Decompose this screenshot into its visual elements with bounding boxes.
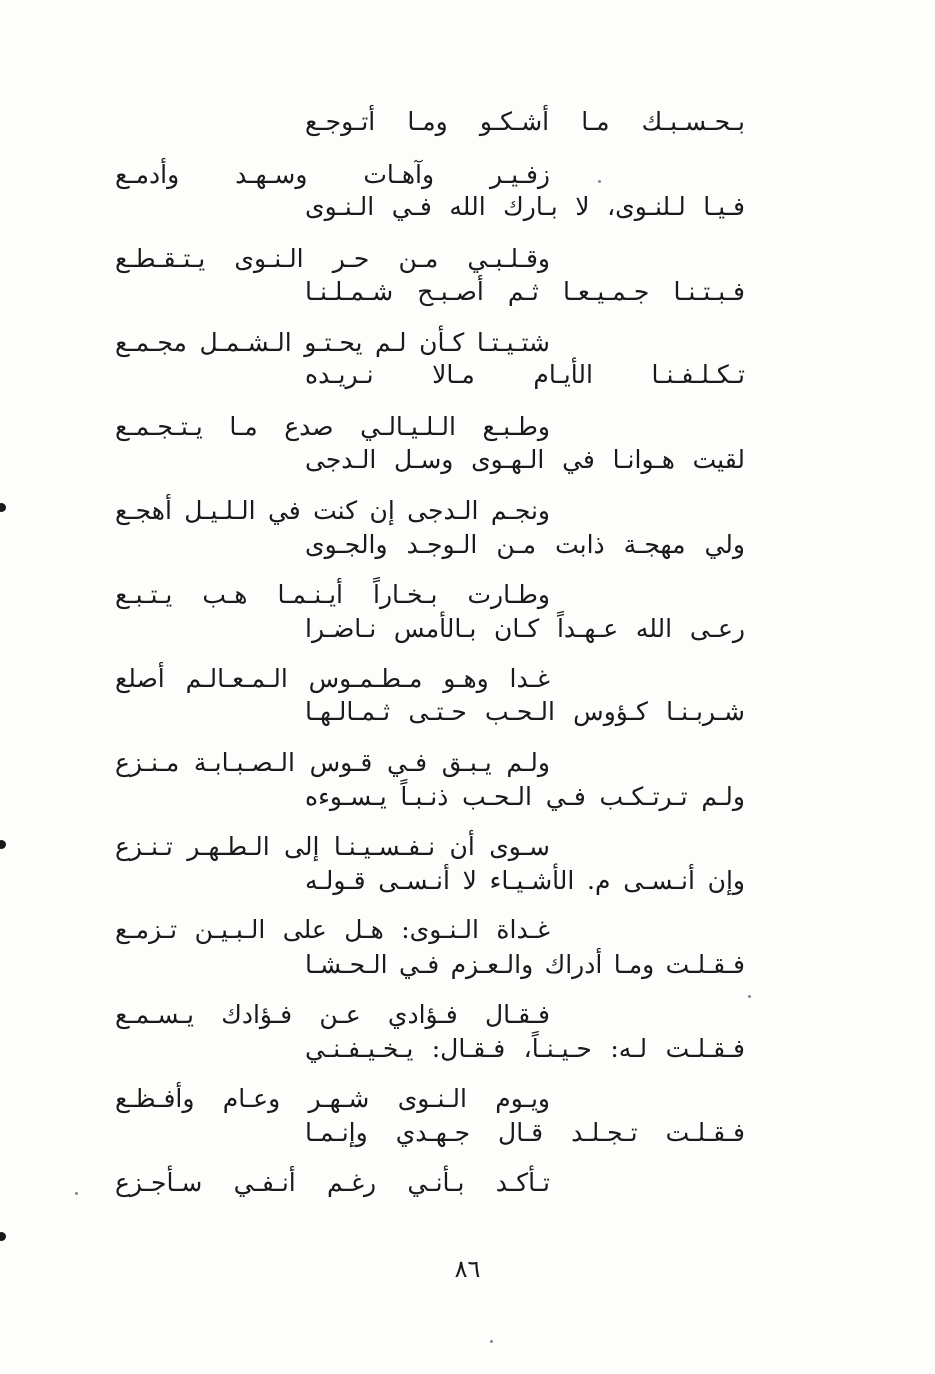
poem-line-6-second-hemistich: وطـارت بـخـاراً أيـنـمـا هـب يـتـبـع xyxy=(115,580,550,609)
poem-line-10-second-hemistich: غـداة الـنـوى: هـل على الـبـيـن تـزمـع xyxy=(115,915,550,944)
poem-line-4-second-hemistich: وطـبـع الـلـيـالـي صدع مـا يـتـجـمـع xyxy=(115,412,550,441)
scan-speck xyxy=(75,1192,78,1195)
poem-line-13-second-hemistich: تـأكـد بـأنـي رغـم أنـفـي سـأجـزع xyxy=(115,1168,550,1197)
poem-line-3-second-hemistich: شتـيـتـا كـأن لـم يحـتـو الـشـمـل مجـمـع xyxy=(115,328,550,357)
poem-line-10-first-hemistich: وإن أنـسـى م. الأشـيـاء لا أنـسـى قـولـه xyxy=(305,866,745,895)
poem-line-11-second-hemistich: فـقـال فـؤادي عـن فـؤادك يـسـمـع xyxy=(115,1000,550,1029)
poem-line-12-second-hemistich: ويـوم الـنـوى شـهـر وعـام وأفـظـع xyxy=(115,1084,550,1113)
scan-speck xyxy=(490,1340,493,1343)
scan-speck xyxy=(748,995,751,998)
poem-line-1-second-hemistich: زفـيـر وآهـات وسـهـد وأدمـع xyxy=(115,160,550,189)
poem-line-1-first-hemistich: بـحـسـبـك مـا أشـكـو ومـا أتـوجـع xyxy=(305,107,745,136)
poem-line-7-first-hemistich: رعـى الله عـهـداً كـان بـالأمس نـاضـرا xyxy=(305,614,745,643)
poem-line-7-second-hemistich: غـدا وهـو مـطـمـوس الـمـعـالـم أصلع xyxy=(115,664,550,693)
poem-line-2-second-hemistich: وقـلـبـي مـن حـر الـنـوى يـتـقـطـع xyxy=(115,244,550,273)
poem-line-5-first-hemistich: لقيت هـوانـا في الـهـوى وسـل الـدجى xyxy=(305,445,745,474)
poem-line-8-second-hemistich: ولـم يـبـق فـي قـوس الـصـبـابـة مـنـزع xyxy=(115,748,550,777)
poem-line-4-first-hemistich: تـكـلـفـنـا الأيـام مـالا نـريـده xyxy=(305,360,745,389)
poem-line-12-first-hemistich: فـقـلـت لـه: حـيـنـاً، فـقـال: يـخـيـفـنـي xyxy=(305,1034,745,1063)
poem-line-11-first-hemistich: فـقـلـت ومـا أدراك والـعـزم فـي الـحـشـا xyxy=(305,950,745,979)
poem-line-3-first-hemistich: فـبـتـنـا جـمـيـعـا ثـم أصـبـح شـمـلـنـا xyxy=(305,277,745,306)
poem-line-5-second-hemistich: ونجـم الـدجى إن كنت في الـلـيـل أهجـع xyxy=(115,496,550,525)
page-number: ٨٦ xyxy=(454,1255,481,1283)
poem-line-2-first-hemistich: فـيـا لـلنـوى، لا بـارك الله فـي الـنـوى xyxy=(305,192,745,221)
poem-line-6-first-hemistich: ولي مهجـة ذابت مـن الـوجـد والجـوى xyxy=(305,530,745,559)
poem-line-9-second-hemistich: سـوى أن نـفـسـيـنـا إلى الـطـهـر تـنـزع xyxy=(115,832,550,861)
poem-line-8-first-hemistich: شـربـنـا كـؤوس الـحـب حـتـى ثـمـالـهـا xyxy=(305,697,745,726)
poem-line-13-first-hemistich: فـقـلـت تـجـلـد قـال جـهـدي وإنـمـا xyxy=(305,1118,745,1147)
scan-speck xyxy=(598,180,601,183)
poem-line-9-first-hemistich: ولـم تـرتـكـب فـي الـحـب ذنـبـاً يـسـوءه xyxy=(305,782,745,811)
